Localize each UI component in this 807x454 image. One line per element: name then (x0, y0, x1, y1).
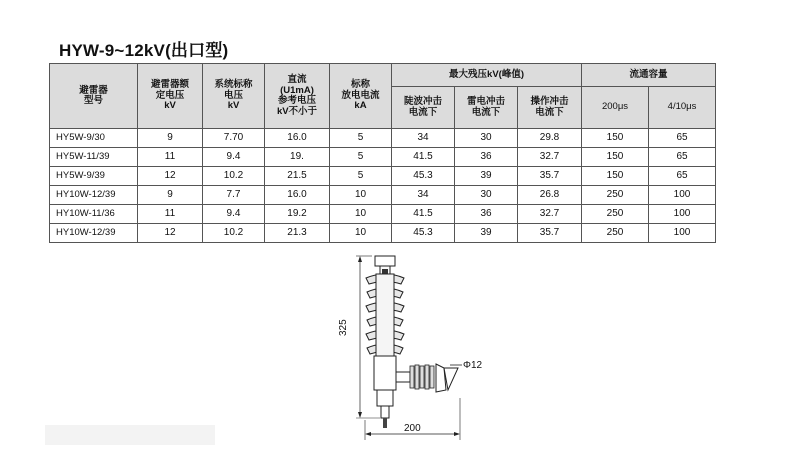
table-cell: 250 (582, 205, 649, 224)
table-cell: 21.3 (265, 224, 330, 243)
table-cell: 39 (455, 167, 518, 186)
table-cell: 11 (138, 148, 203, 167)
table-cell: 10 (330, 186, 392, 205)
table-cell: 5 (330, 167, 392, 186)
table-cell: 9 (138, 186, 203, 205)
table-cell: 9.4 (203, 148, 265, 167)
header-nominal-discharge: 标称 放电电流 kA (330, 64, 392, 129)
header-dc-ref-voltage: 直流 (U1mA) 参考电压 kV不小于 (265, 64, 330, 129)
model-cell: HY10W-11/36 (50, 205, 138, 224)
table-cell: 41.5 (392, 148, 455, 167)
table-cell: 7.70 (203, 129, 265, 148)
background-smudge (45, 425, 215, 445)
header-rated-voltage: 避雷器额 定电压 kV (138, 64, 203, 129)
bracket-insulator-icon (410, 365, 434, 389)
width-dimension-label: 200 (404, 423, 421, 434)
hole-dimension-label: Φ12 (463, 360, 483, 371)
table-cell: 19.2 (265, 205, 330, 224)
header-flow-200us: 200μs (582, 87, 649, 129)
table-row (50, 167, 716, 186)
table-cell: 12 (138, 224, 203, 243)
table-cell: 9 (138, 129, 203, 148)
model-cell: HY10W-12/39 (50, 224, 138, 243)
table-cell: 10.2 (203, 167, 265, 186)
table-cell: 10 (330, 224, 392, 243)
table-cell: 26.8 (518, 186, 582, 205)
header-flow-capacity-group: 流通容量 (582, 64, 716, 87)
table-cell: 100 (649, 205, 716, 224)
table-cell: 9.4 (203, 205, 265, 224)
model-cell: HY5W-11/39 (50, 148, 138, 167)
table-cell: 7.7 (203, 186, 265, 205)
table-row (50, 224, 716, 243)
table-cell: 100 (649, 224, 716, 243)
header-lightning-impulse: 雷电冲击 电流下 (455, 87, 518, 129)
table-cell: 65 (649, 129, 716, 148)
table-cell: 11 (138, 205, 203, 224)
table-cell: 36 (455, 148, 518, 167)
table-cell: 30 (455, 129, 518, 148)
table-cell: 10 (330, 205, 392, 224)
table-cell: 16.0 (265, 129, 330, 148)
model-cell: HY5W-9/39 (50, 167, 138, 186)
table-cell: 150 (582, 167, 649, 186)
table-cell: 100 (649, 186, 716, 205)
table-cell: 12 (138, 167, 203, 186)
table-cell: 10.2 (203, 224, 265, 243)
arrester-drawing (320, 248, 520, 448)
table-cell: 150 (582, 129, 649, 148)
table-cell: 45.3 (392, 224, 455, 243)
table-cell: 34 (392, 186, 455, 205)
table-cell: 30 (455, 186, 518, 205)
table-cell: 41.5 (392, 205, 455, 224)
table-cell: 36 (455, 205, 518, 224)
model-cell: HY5W-9/30 (50, 129, 138, 148)
table-cell: 250 (582, 186, 649, 205)
header-steep-wave: 陡波冲击 电流下 (392, 87, 455, 129)
page-title: HYW-9~12kV(出口型) (59, 41, 229, 60)
table-cell: 65 (649, 148, 716, 167)
table-row (50, 205, 716, 224)
spec-table (49, 63, 716, 243)
header-switching-impulse: 操作冲击 电流下 (518, 87, 582, 129)
table-cell: 35.7 (518, 167, 582, 186)
table-cell: 45.3 (392, 167, 455, 186)
table-row (50, 186, 716, 205)
model-cell: HY10W-12/39 (50, 186, 138, 205)
table-cell: 250 (582, 224, 649, 243)
table-cell: 21.5 (265, 167, 330, 186)
table-cell: 39 (455, 224, 518, 243)
header-system-voltage: 系统标称 电压 kV (203, 64, 265, 129)
table-cell: 32.7 (518, 205, 582, 224)
header-model: 避雷器 型号 (50, 64, 138, 129)
table-cell: 16.0 (265, 186, 330, 205)
header-residual-voltage-group: 最大残压kV(峰值) (392, 64, 582, 87)
table-cell: 35.7 (518, 224, 582, 243)
table-cell: 32.7 (518, 148, 582, 167)
table-cell: 65 (649, 167, 716, 186)
header-flow-4-10us: 4/10μs (649, 87, 716, 129)
table-row (50, 148, 716, 167)
table-cell: 19. (265, 148, 330, 167)
table-cell: 29.8 (518, 129, 582, 148)
table-cell: 150 (582, 148, 649, 167)
height-dimension-label: 325 (338, 319, 349, 336)
table-cell: 5 (330, 148, 392, 167)
table-cell: 5 (330, 129, 392, 148)
table-row (50, 129, 716, 148)
table-cell: 34 (392, 129, 455, 148)
